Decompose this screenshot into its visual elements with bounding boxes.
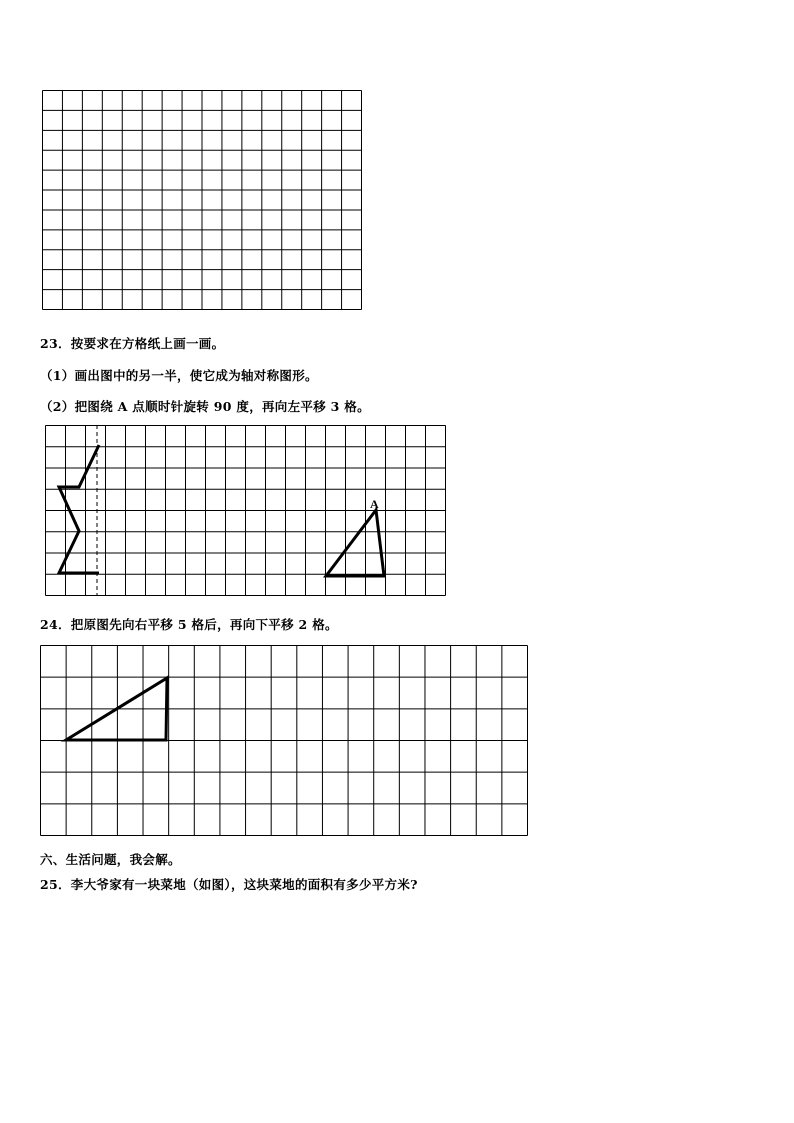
grid-lines xyxy=(43,91,362,310)
question-23-part-2: （2）把图绕 A 点顺时针旋转 90 度，再向左平移 3 格。 xyxy=(40,399,370,414)
empty-grid-top xyxy=(42,90,362,310)
point-a-label: A xyxy=(370,497,379,511)
question-23-title: 23．按要求在方格纸上画一画。 xyxy=(40,336,225,351)
question-23-part-1: （1）画出图中的另一半，使它成为轴对称图形。 xyxy=(40,368,318,383)
q23-grid-figure[interactable] xyxy=(45,425,447,597)
section-6-title: 六、生活问题，我会解。 xyxy=(40,852,181,867)
triangle-a xyxy=(326,510,384,576)
question-24-title: 24．把原图先向右平移 5 格后，再向下平移 2 格。 xyxy=(40,617,338,632)
question-25-title: 25．李大爷家有一块菜地（如图），这块菜地的面积有多少平方米? xyxy=(40,877,418,892)
grid-lines xyxy=(46,426,446,596)
q24-grid-figure[interactable] xyxy=(40,645,530,837)
